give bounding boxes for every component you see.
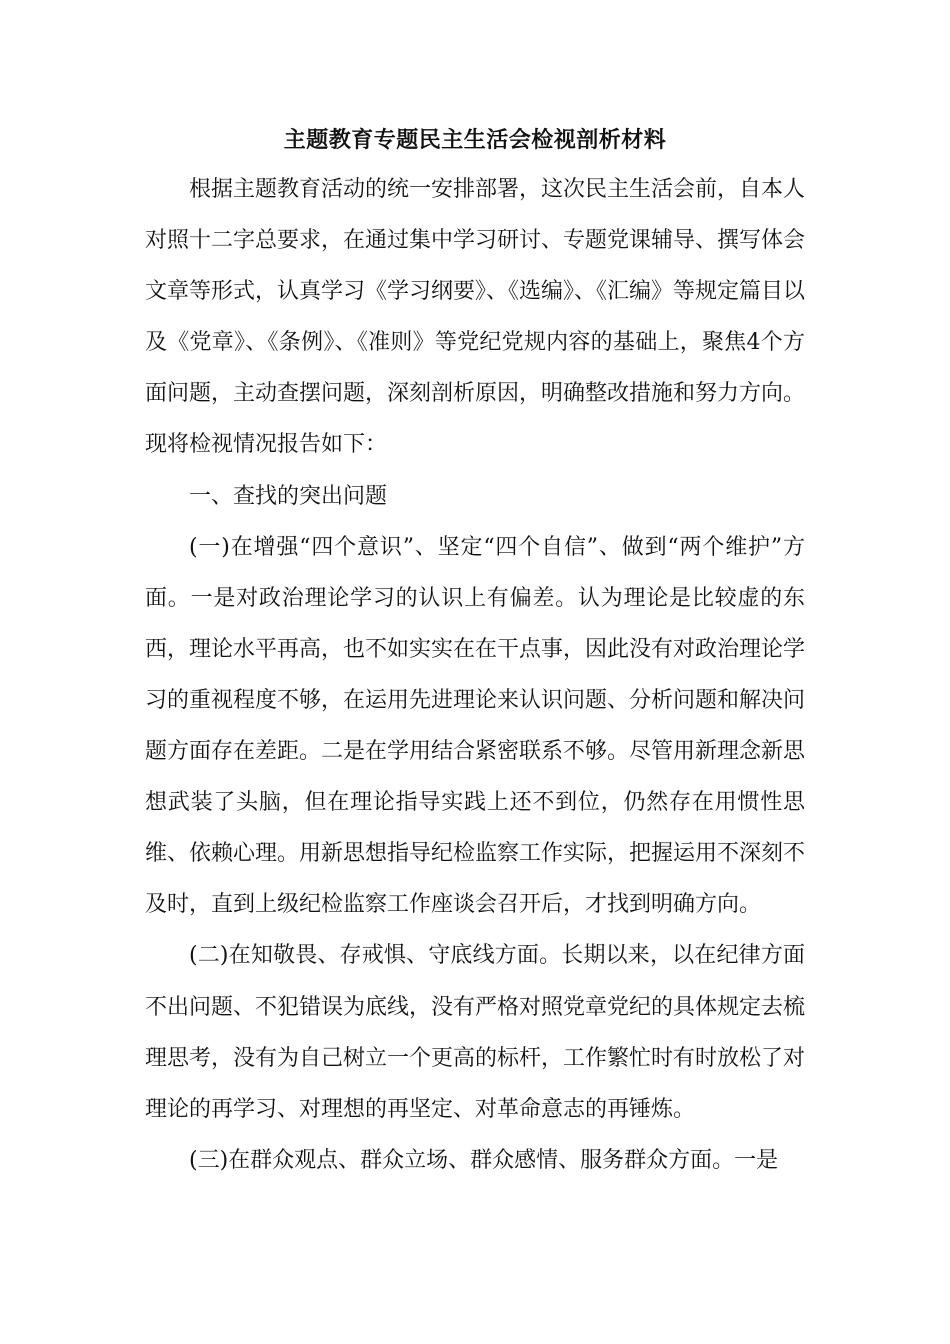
paragraph-item-3: (三)在群众观点、群众立场、群众感情、服务群众方面。一是 (189, 1147, 779, 1173)
document-body (145, 164, 805, 1186)
document-title: 主题教育专题民主生活会检视剖析材料 (283, 127, 667, 153)
paragraph-item-2: (二)在知敬畏、存戒惧、守底线方面。长期以来，以在纪律方面不出问题、不犯错误为底线，没有严格对照党章党纪的具体规定去梳理思考，没有为自己树立一个更高的标杆，工作繁忙时有时放松了对理论的再学习、对理想的再坚定、对革命意志的再锤炼。 (145, 943, 806, 1122)
paragraph-intro: 根据主题教育活动的统一安排部署，这次民主生活会前，自本人对照十二字总要求，在通过集中学习研讨、专题党课辅导、撰写体会文章等形式，认真学习《学习纲要》、《选编》、《汇编》等规定篇目以及《党章》、《条例》、《准则》等党纪党规内容的基础上，聚焦4个方面问题，主动查摆问题，深刻剖析原因，明确整改措施和努力方向。现将检视情况报告如下： (145, 177, 806, 458)
section-heading: 一、查找的突出问题 (189, 483, 388, 509)
paragraph-item-1: (一)在增强“四个意识”、坚定“四个自信”、做到“两个维护”方面。一是对政治理论学习的认识上有偏差。认为理论是比较虚的东西，理论水平再高，也不如实实在在干点事，因此没有对政治理论学习的重视程度不够，在运用先进理论来认识问题、分析问题和解决问题方面存在差距。二是在学用结合紧密联系不够。尽管用新理念新思想武装了头脑，但在理论指导实践上还不到位，仍然存在用惯性思维、依赖心理。用新思想指导纪检监察工作实际，把握运用不深刻不及时，直到上级纪检监察工作座谈会召开后，才找到明确方向。 (145, 534, 806, 918)
